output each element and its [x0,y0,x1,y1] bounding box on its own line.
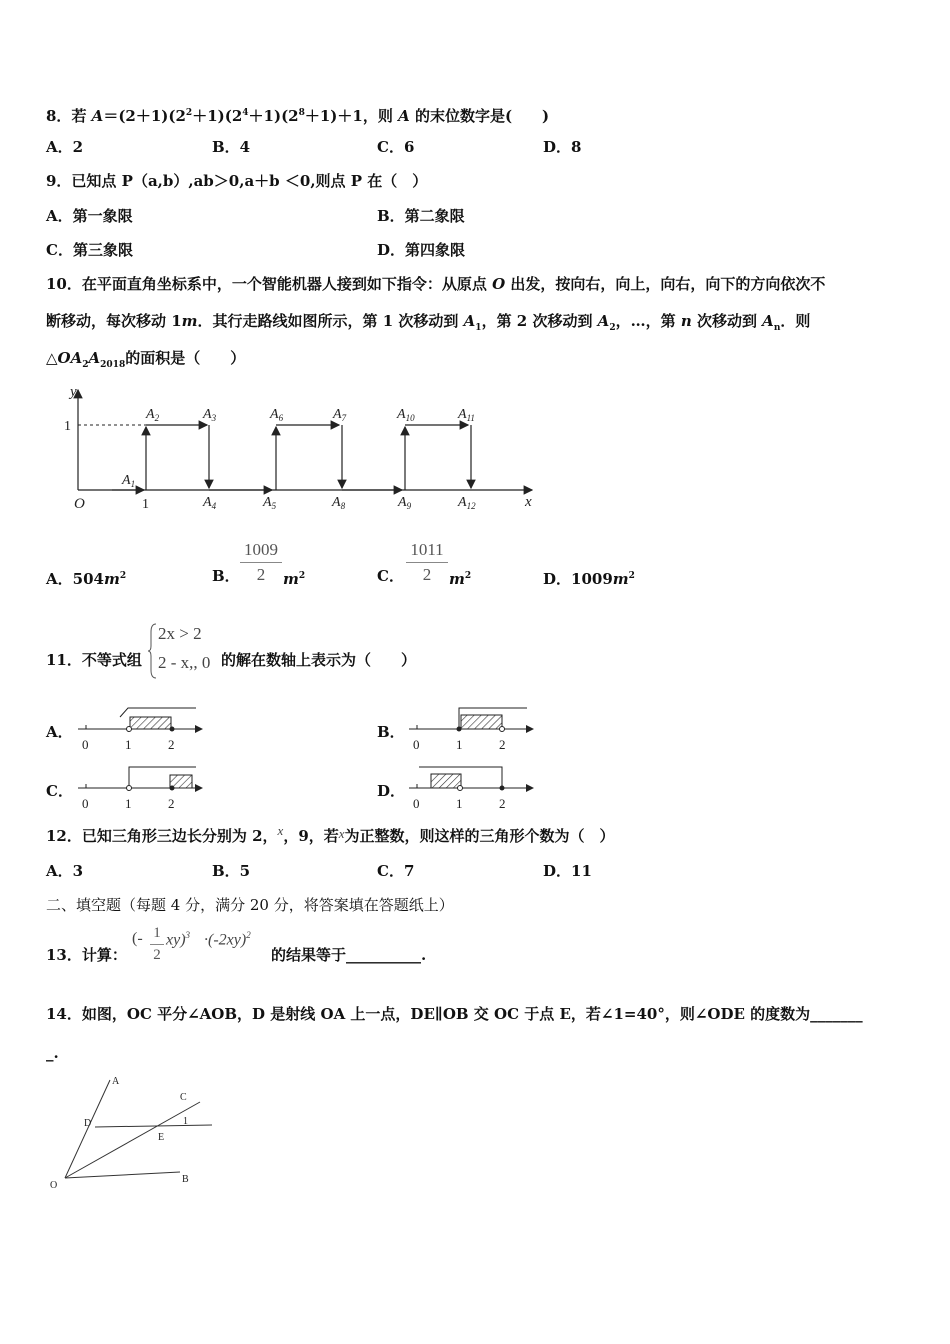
ray-oa [65,1080,110,1178]
q10-option-b-fraction: 1009 2 [240,540,282,585]
angle-label-1: 1 [183,1116,188,1127]
point-label-a4: $A_4$ [203,495,217,511]
svg-text:2: 2 [168,796,175,811]
q11-option-c-numberline [70,762,210,814]
point-label-a3: $A_3$ [203,407,217,423]
q10-robot-path-figure [60,380,550,520]
q11-inequality-1: 2x > 2 [158,624,202,643]
svg-text:2: 2 [499,796,506,811]
point-label-a8: $A_8$ [332,495,346,511]
point-label-a10: $A_{10}$ [397,407,415,423]
q10-option-c-fraction: 1011 2 [406,540,448,585]
q11-inequality-2: 2 - x,, 0 [158,653,211,672]
q8-option-b: B．4 [212,138,251,156]
q14-stem-line2: _. [46,1044,59,1062]
point-label-a6: $A_6$ [270,407,284,423]
q8-option-a: A．2 [46,138,84,156]
q13-expression-right: $\cdot(-2xy)^2$ [204,930,251,949]
x-axis-label: x [525,494,532,510]
q10-option-a: A．$504m^2$ [46,570,127,588]
q9-option-a: A．第一象限 [46,207,133,225]
point-label-a2: $A_2$ [146,407,160,423]
svg-text:0: 0 [82,796,89,811]
q11-option-c-label: C． [46,782,73,800]
svg-text:1: 1 [125,737,132,752]
point-label-a7: $A_7$ [333,407,347,423]
svg-text:1: 1 [456,796,463,811]
point-label-b: B [182,1174,189,1185]
point-label-a: A [112,1076,120,1087]
q13-fraction-half: 1 2 [150,925,164,964]
q11-option-a-label: A． [46,723,73,741]
point-label-a9: $A_9$ [398,495,412,511]
q13-label: 13．计算： [46,946,127,964]
q11-stem-num: 11．不等式组 [46,651,142,669]
line-de [95,1125,212,1127]
q11-stem-tail: 的解在数轴上表示为（ ） [221,651,417,669]
svg-text:0: 0 [413,737,420,752]
point-label-a5: $A_5$ [263,495,277,511]
q10-option-c-unit: $m^2$ [449,570,472,588]
q13-expression-mid: xy)$^3$ [166,930,191,949]
ray-ob [65,1172,180,1178]
point-label-e: E [158,1132,165,1143]
q9-option-b: B．第二象限 [377,207,465,225]
q9-option-c: C．第三象限 [46,241,133,259]
point-label-d: D [84,1118,92,1129]
q10-stem-line1: 10．在平面直角坐标系中，一个智能机器人接到如下指令：从原点 O 出发，按向右，向上，向右，向下的方向依次不 [46,275,826,293]
q12-stem: 12．已知三角形三边长分别为 2，x，9，若x为正整数，则这样的三角形个数为（ ） [46,823,615,845]
svg-text:0: 0 [82,737,89,752]
q9-stem: 9．已知点 P（a,b）,ab＞0,a＋b ＜0,则点 P 在（ ） [46,172,428,190]
q11-option-b-numberline [401,703,541,755]
q10-option-b-label: B． [212,567,240,585]
q10-option-d: D．$1009m^2$ [543,570,635,588]
point-label-c: C [180,1092,187,1103]
point-label-o: O [50,1180,58,1191]
q11-option-a-numberline [70,703,210,755]
svg-text:1: 1 [456,737,463,752]
q12-option-d: D．11 [543,862,592,880]
section-heading-fill-blank: 二、填空题（每题 4 分，满分 20 分，将答案填在答题纸上） [46,896,454,914]
q10-stem-line2: 断移动，每次移动 1m．其行走路线如图所示，第 1 次移动到 $A_1$，第 2 次移动到 $A_2$，…，第 n 次移动到 $A_n$．则 [46,312,811,333]
q12-option-b: B．5 [212,862,251,880]
y-tick-one: 1 [64,419,71,434]
q8-stem: 8．若 $A=(2+1)(2^2+1)(2^4+1)(2^8+1)+1$，则 A 的末位数字是( ) [46,107,550,125]
y-axis-label: y [70,384,77,400]
system-brace [148,622,158,680]
q12-option-c: C．7 [377,862,415,880]
q13-expression-left: (- [132,930,143,947]
svg-text:2: 2 [499,737,506,752]
svg-text:2: 2 [168,737,175,752]
svg-text:0: 0 [413,796,420,811]
robot-path [112,425,471,490]
q10-stem-line3: $\triangle OA_2A_{2018}$的面积是（ ） [46,349,246,370]
point-label-a1: $A_1$ [122,473,136,489]
q11-option-d-numberline [401,762,541,814]
x-tick-one: 1 [142,497,149,512]
q13-tail: 的结果等于__________. [271,946,427,964]
q9-option-d: D．第四象限 [377,241,466,259]
q11-option-d-label: D． [377,782,406,800]
point-label-a11: $A_{11}$ [458,407,475,423]
q10-option-c-label: C． [377,567,404,585]
ray-oc [65,1102,200,1178]
q8-option-d: D．8 [543,138,582,156]
svg-text:1: 1 [125,796,132,811]
point-label-a12: $A_{12}$ [458,495,476,511]
q14-angle-figure [40,1068,230,1198]
q12-option-a: A．3 [46,862,84,880]
q11-option-b-label: B． [377,723,405,741]
q13-answer-blank[interactable]: __________ [346,946,422,964]
q8-option-c: C．6 [377,138,415,156]
origin-label: O [74,496,85,512]
q10-option-b-unit: $m^2$ [283,570,306,588]
q14-stem-line1: 14．如图，OC 平分∠AOB，D 是射线 OA 上一点，DE∥OB 交 OC 于点 E，若∠1=40°，则∠ODE 的度数为_______ [46,1005,863,1023]
